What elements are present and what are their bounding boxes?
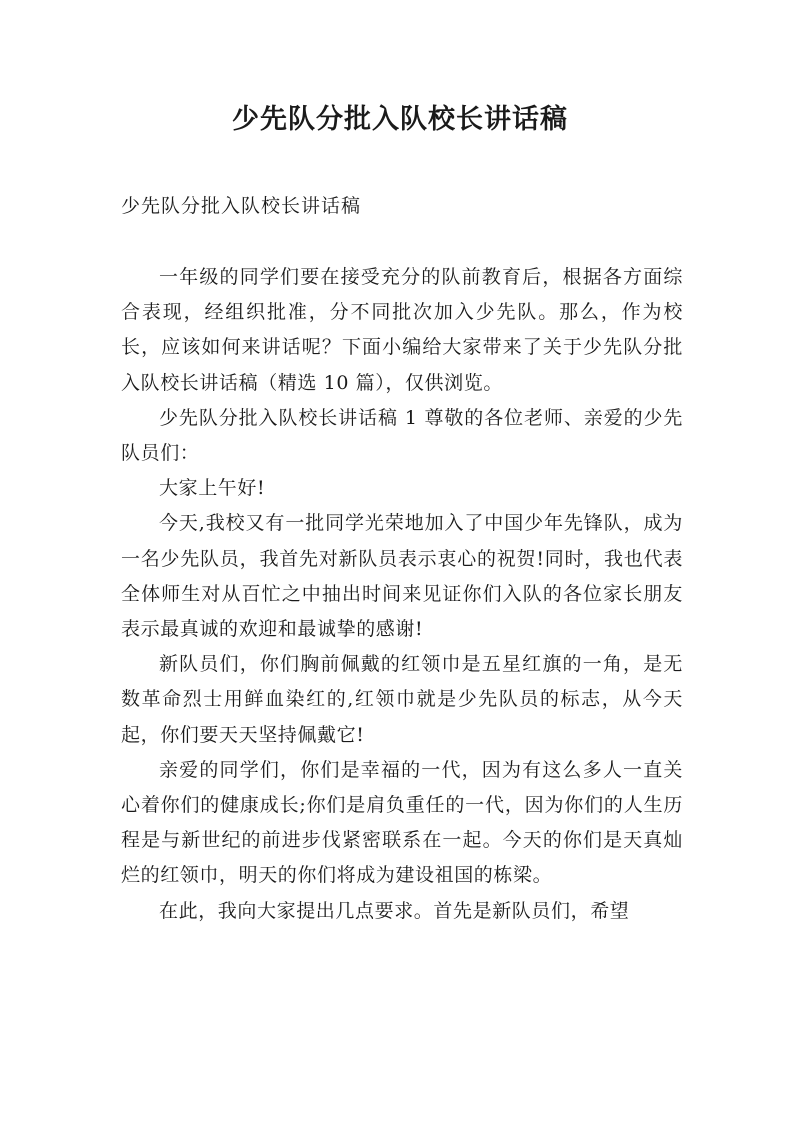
document-body [121, 260, 683, 929]
paragraph-red-scarf: 新队员们，你们胸前佩戴的红领巾是五星红旗的一角，是无数革命烈士用鲜血染红的,红领巾就是少先队员的标志，从今天起，你们要天天坚持佩戴它! [121, 653, 683, 746]
paragraph-intro: 一年级的同学们要在接受充分的队前教育后，根据各方面综合表现，经组织批准，分不同批次加入少先队。那么，作为校长，应该如何来讲话呢？下面小编给大家带来了关于少先队分批入队校长讲话稿（精选 10 篇），仅供浏览。 [121, 266, 683, 394]
paragraph-speech-heading: 少先队分批入队校长讲话稿 1 尊敬的各位老师、亲爱的少先队员们： [121, 406, 683, 465]
paragraph-requirements: 在此，我向大家提出几点要求。首先是新队员们，希望 [159, 899, 630, 922]
paragraph-generation: 亲爱的同学们，你们是幸福的一代，因为有这么多人一直关心着你们的健康成长;你们是肩负重任的一代，因为你们的人生历程是与新世纪的前进步伐紧密联系在一起。今天的你们是天真灿烂的红领巾，明天的你们将成为建设祖国的栋梁。 [121, 758, 683, 887]
paragraph-greeting: 大家上午好! [159, 477, 266, 500]
document-title: 少先队分批入队校长讲话稿 [232, 104, 568, 135]
paragraph-congratulation: 今天,我校又有一批同学光荣地加入了中国少年先锋队，成为一名少先队员，我首先对新队员表示衷心的祝贺!同时，我也代表全体师生对从百忙之中抽出时间来见证你们入队的各位家长朋友表示最真诚的欢迎和最诚挚的感谢! [121, 512, 683, 641]
document-subtitle: 少先队分批入队校长讲话稿 [121, 195, 362, 217]
